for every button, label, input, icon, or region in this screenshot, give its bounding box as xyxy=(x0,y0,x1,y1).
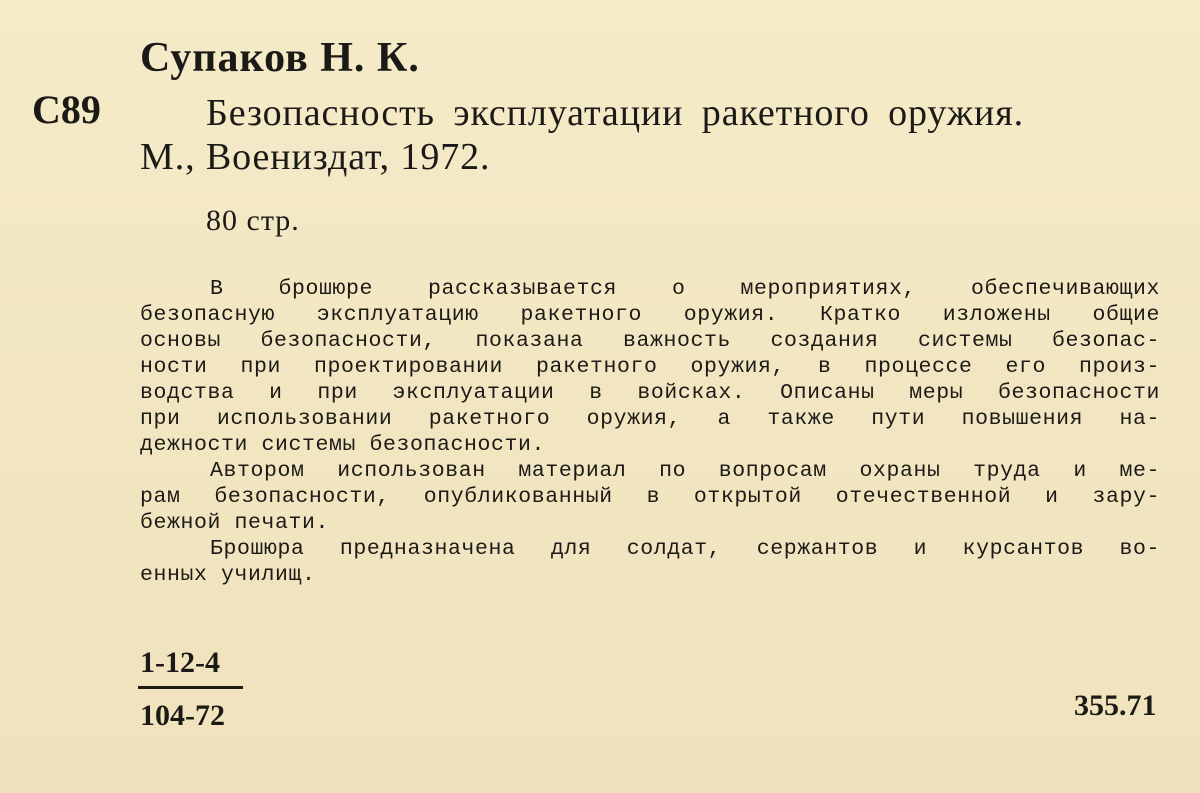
page-count: 80 стр. xyxy=(206,204,300,237)
annotation-line: рам безопасности, опубликованный в открытой отечественной и зару- xyxy=(140,485,1160,509)
annotation-line: енных училищ. xyxy=(140,563,316,587)
book-title: Безопасность эксплуатации ракетного оружия. xyxy=(206,92,1025,134)
annotation-line: ности при проектировании ракетного оружия, в процессе его произ- xyxy=(140,355,1160,379)
annotation-line: водства и при эксплуатации в войсках. Описаны меры безопасности xyxy=(140,381,1160,405)
annotation-line: Автором использован материал по вопросам охраны труда и ме- xyxy=(210,459,1160,483)
annotation xyxy=(140,276,1160,588)
udc-code: 355.71 xyxy=(1074,689,1157,722)
index-numerator: 1-12-4 xyxy=(140,646,220,679)
author-name: Супаков Н. К. xyxy=(140,35,420,81)
annotation-line: бежной печати. xyxy=(140,511,330,535)
annotation-line: безопасную эксплуатацию ракетного оружия. Кратко изложены общие xyxy=(140,303,1160,327)
annotation-line: при использовании ракетного оружия, а также пути повышения на- xyxy=(140,407,1160,431)
catalog-code: С89 xyxy=(32,87,101,132)
annotation-line: В брошюре рассказывается о мероприятиях, обеспечивающих xyxy=(210,277,1160,301)
annotation-line: основы безопасности, показана важность создания системы безопас- xyxy=(140,329,1160,353)
annotation-line: Брошюра предназначена для солдат, сержантов и курсантов во- xyxy=(210,537,1160,561)
annotation-line: дежности системы безопасности. xyxy=(140,433,546,457)
index-denominator: 104-72 xyxy=(140,699,225,732)
publication-info: М., Воениздат, 1972. xyxy=(140,136,491,178)
fraction-divider xyxy=(138,686,243,689)
